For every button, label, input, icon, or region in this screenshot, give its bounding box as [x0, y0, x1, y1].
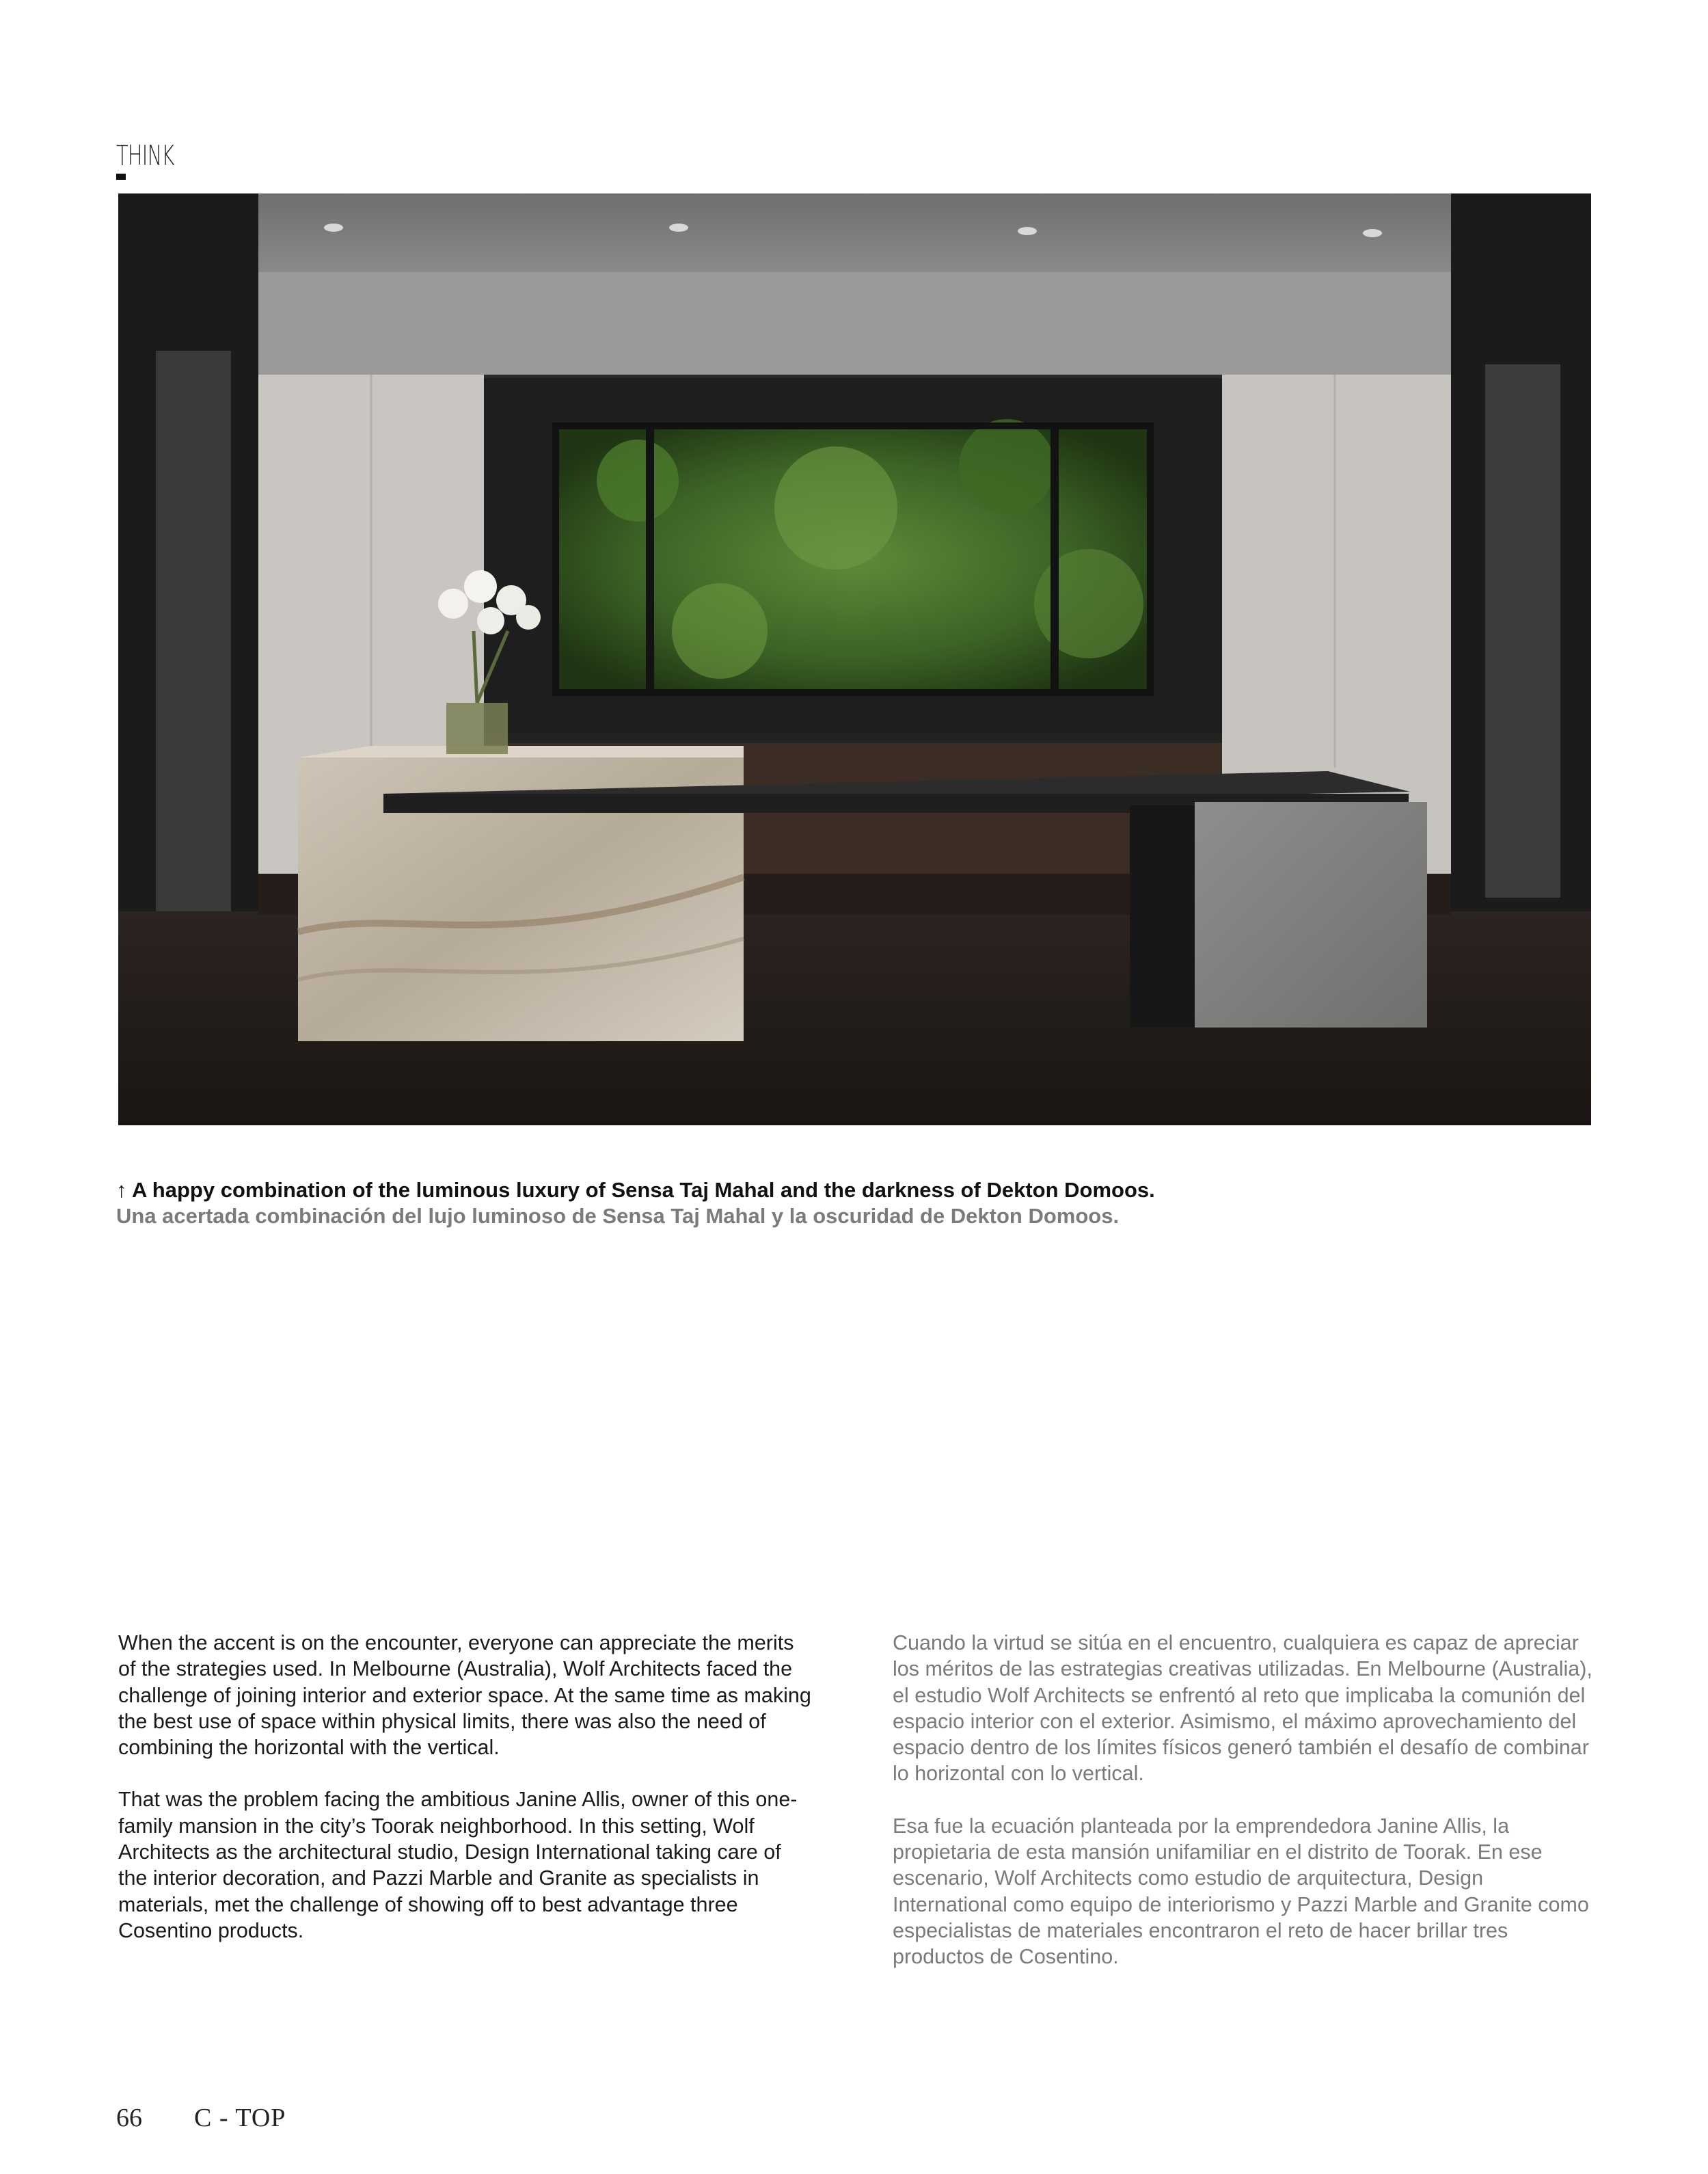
- magazine-name: C - TOP: [194, 2104, 286, 2132]
- paragraph: That was the problem facing the ambitious Janine Allis, owner of this one-family mansion in the city’s Toorak neighborhood. In this setting, Wolf Architects as the architectural studio, Design International taking care of the interior decoration, and Pazzi Marble and Granite as specialists in materials, met the challenge of showing off to best advantage three Cosentino products.: [118, 1788, 798, 1942]
- kitchen-photo: [118, 193, 1591, 1125]
- paragraph: When the accent is on the encounter, everyone can appreciate the merits of the strategies used. In Melbourne (Australia), Wolf Architects faced the challenge of joining interior and exterior space. At the same time as making the best use of space within physical limits, there was also the need of combining the horizontal with the vertical.: [118, 1631, 811, 1760]
- section-marker: [116, 174, 126, 180]
- photo-caption: [116, 1177, 1586, 1229]
- paragraph: Esa fue la ecuación planteada por la emprendedora Janine Allis, la propietaria de esta mansión unifamiliar en el distrito de Toorak. En ese escenario, Wolf Architects como estudio de arquitectura, Design International como equipo de interiorismo y Pazzi Marble and Granite como especialistas de materiales encontraron el reto de hacer brillar tres productos de Cosentino.: [893, 1814, 1589, 1969]
- page-number: 66: [116, 2104, 142, 2132]
- section-label: THINK: [116, 140, 174, 172]
- body-column-english: [118, 1630, 815, 1970]
- paragraph: Cuando la virtud se sitúa en el encuentro, cualquiera es capaz de apreciar los méritos de las estrategias creativas utilizadas. En Melbourne (Australia), el estudio Wolf Architects se enfrentó al reto que implicaba la comunión del espacio interior con el exterior. Asimismo, el máximo aprovechamiento del espacio dentro de los límites físicos generó también el desafío de combinar lo horizontal con lo vertical.: [893, 1631, 1592, 1786]
- caption-english: ↑ A happy combination of the luminous luxury of Sensa Taj Mahal and the darkness of Dekton Domoos.: [116, 1178, 1155, 1202]
- kitchen-illustration: [118, 193, 1591, 1125]
- caption-spanish: Una acertada combinación del lujo luminoso de Sensa Taj Mahal y la oscuridad de Dekton Domoos.: [116, 1204, 1120, 1228]
- body-column-spanish: [893, 1630, 1603, 1996]
